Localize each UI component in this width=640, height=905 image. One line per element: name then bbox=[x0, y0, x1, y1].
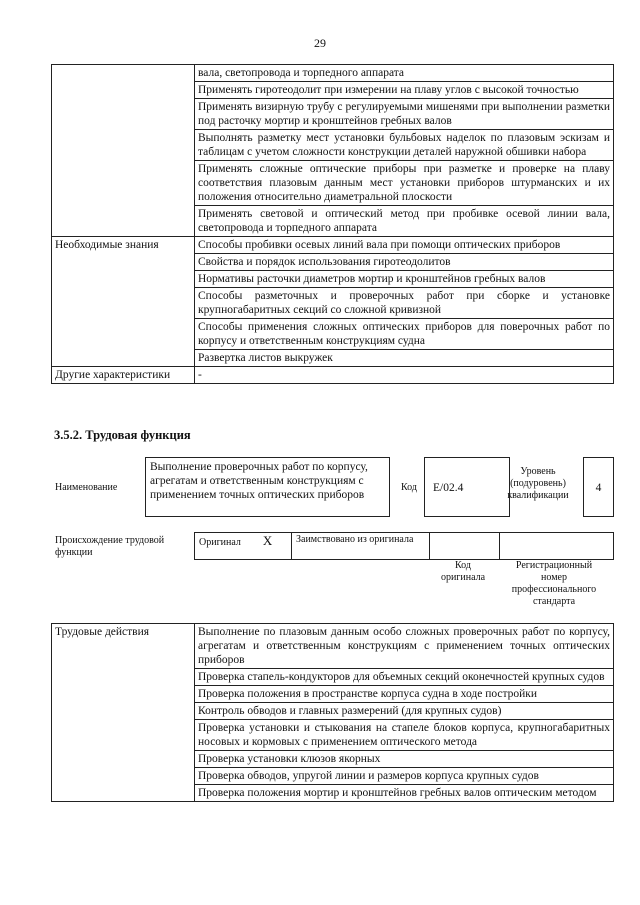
origin-borrowed-cell: Заимствовано из оригинала bbox=[292, 533, 430, 560]
name-label: Наименование bbox=[55, 482, 118, 493]
origin-original-label: Оригинал bbox=[199, 537, 241, 548]
section-heading: 3.5.2. Трудовая функция bbox=[54, 428, 191, 442]
code-box: E/02.4 bbox=[424, 457, 510, 517]
level-box: 4 bbox=[583, 457, 614, 517]
row-label: Трудовые действия bbox=[52, 624, 195, 802]
row-item: вала, светопровода и торпедного аппарата bbox=[195, 65, 614, 82]
reg-number-caption: Регистрационный номер профессионального стандарта bbox=[511, 560, 597, 607]
table-row bbox=[52, 367, 614, 384]
row-label bbox=[52, 65, 195, 237]
origin-code-cell bbox=[430, 533, 500, 560]
row-item: Проверка установки клюзов якорных bbox=[195, 751, 614, 768]
row-item: Свойства и порядок использования гиротеодолитов bbox=[195, 254, 614, 271]
row-item: Способы пробивки осевых линий вала при помощи оптических приборов bbox=[195, 237, 614, 254]
row-item: Проверка положения в пространстве корпуса судна в ходе постройки bbox=[195, 686, 614, 703]
row-item: Выполнять разметку мест установки бульбовых наделок по плазовым эскизам и таблицам с учетом сложности конструкции деталей наружной обшивки набора bbox=[195, 130, 614, 161]
code-original-caption: Код оригинала bbox=[440, 560, 486, 583]
origin-reg-cell bbox=[500, 533, 614, 560]
row-label: Другие характеристики bbox=[52, 367, 195, 384]
row-item: Проверка установки и стыкования на стапеле блоков корпуса, крупногабаритных носовых и кормовых с применением оптического метода bbox=[195, 720, 614, 751]
row-item: Применять гиротеодолит при измерении на плаву углов с высокой точностью bbox=[195, 82, 614, 99]
origin-table bbox=[194, 532, 614, 560]
row-item: Проверка обводов, упругой линии и размеров корпуса крупных судов bbox=[195, 768, 614, 785]
row-item: Способы применения сложных оптических приборов для поверочных работ по корпусу и ответственным конструкциям судна bbox=[195, 319, 614, 350]
table-row bbox=[52, 624, 614, 669]
table-row bbox=[52, 237, 614, 254]
code-label: Код bbox=[401, 482, 417, 493]
row-item: Применять визирную трубу с регулируемыми мишенями при выполнении разметки под расточку мортир и кронштейнов гребных валов bbox=[195, 99, 614, 130]
row-item: Проверка положения мортир и кронштейнов гребных валов оптическим методом bbox=[195, 785, 614, 802]
row-item: Применять световой и оптический метод при пробивке осевой линии вала, светопровода и торпедного аппарата bbox=[195, 206, 614, 237]
table-row bbox=[52, 65, 614, 82]
row-label: Необходимые знания bbox=[52, 237, 195, 367]
origin-original-cell bbox=[195, 533, 292, 560]
row-item: Контроль обводов и главных размерений (для крупных судов) bbox=[195, 703, 614, 720]
row-item: Нормативы расточки диаметров мортир и кронштейнов гребных валов bbox=[195, 271, 614, 288]
row-item: Способы разметочных и проверочных работ при сборке и установке крупногабаритных секций со сложной кривизной bbox=[195, 288, 614, 319]
page-number: 29 bbox=[314, 36, 326, 50]
function-name-box: Выполнение проверочных работ по корпусу, агрегатам и ответственным конструкциям с применением точных оптических приборов bbox=[145, 457, 390, 517]
origin-label: Происхождение трудовой функции bbox=[55, 535, 165, 558]
labor-actions-table bbox=[51, 623, 614, 802]
competency-table bbox=[51, 64, 614, 384]
row-item: Применять сложные оптические приборы при разметке и проверке на плаву соответствия плазовым данным мест установки приборов штурманских и их положения относительно диаметральной плоскости bbox=[195, 161, 614, 206]
row-item: Развертка листов выкружек bbox=[195, 350, 614, 367]
level-label: Уровень (подуровень) квалификации bbox=[507, 466, 569, 501]
row-item: - bbox=[195, 367, 614, 384]
row-item: Проверка стапель-кондукторов для объемных секций оконечностей крупных судов bbox=[195, 669, 614, 686]
row-item: Выполнение по плазовым данным особо сложных проверочных работ по корпусу, агрегатам и ответственным конструкциям с применением точных оптических приборов bbox=[195, 624, 614, 669]
origin-mark: X bbox=[262, 533, 273, 548]
